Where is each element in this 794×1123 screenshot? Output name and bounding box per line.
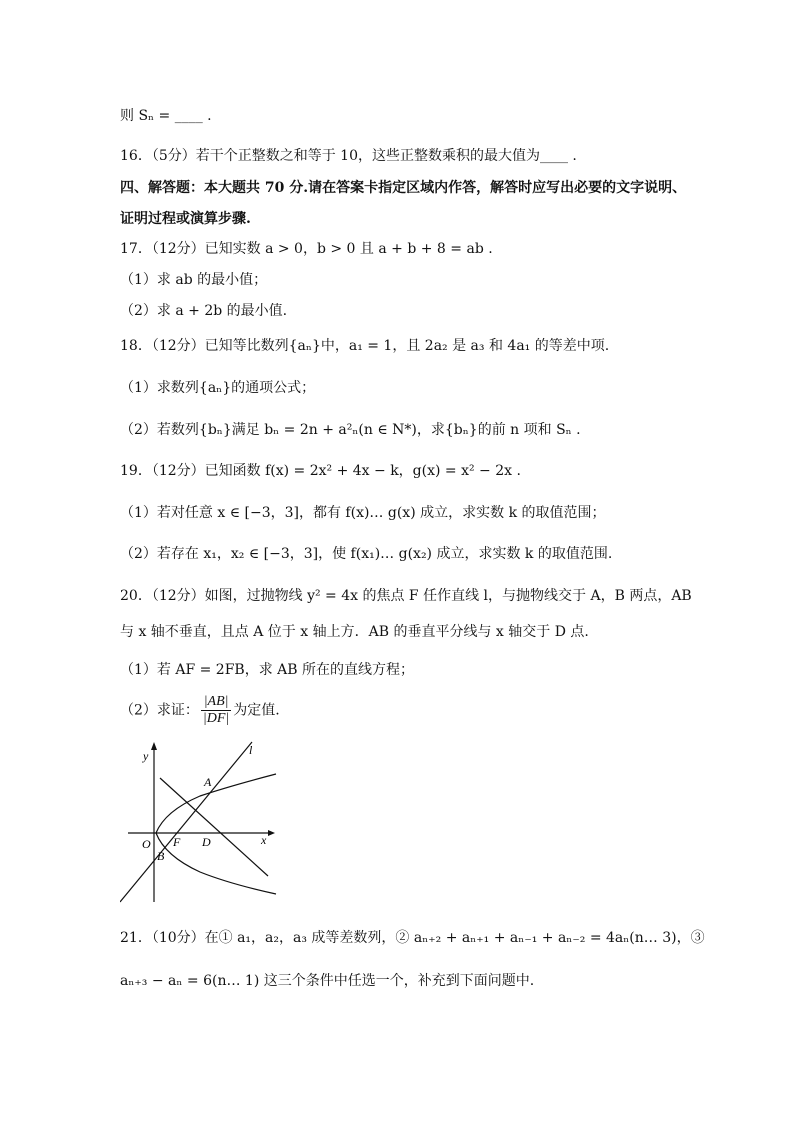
question-20: 20．（12分）如图，过抛物线 y² = 4x 的焦点 F 任作直线 l，与抛物线交于 A，B 两点，AB <box>120 588 692 604</box>
label-a: A <box>204 775 212 789</box>
question-16: 16．（5分）若干个正整数之和等于 10，这些正整数乘积的最大值为____ . <box>120 148 577 164</box>
label-f: F <box>173 835 181 849</box>
label-y: y <box>143 749 149 763</box>
fraction-numerator: |AB| <box>201 694 231 711</box>
label-b: B <box>157 849 165 863</box>
question-19: 19．（12分）已知函数 f(x) = 2x² + 4x − k，g(x) = x² − 2x . <box>120 463 521 479</box>
question-20-part-2-prefix: （2）求证： <box>120 702 199 719</box>
label-o: O <box>142 837 151 851</box>
line-l <box>120 742 252 902</box>
label-l: l <box>249 743 253 757</box>
x-axis-arrow <box>268 830 275 836</box>
question-18-part-1: （1）求数列{aₙ}的通项公式； <box>120 380 316 396</box>
line-sn-blank: 则 Sₙ = ____ . <box>120 108 212 124</box>
label-d: D <box>202 835 211 849</box>
question-19-part-1: （1）若对任意 x ∈ [−3，3]，都有 f(x)… g(x) 成立，求实数 k 的取值范围； <box>120 505 606 521</box>
perpendicular-bisector <box>160 778 268 876</box>
question-18: 18．（12分）已知等比数列{aₙ}中，a₁ = 1，且 2a₂ 是 a₃ 和 4a₁ 的等差中项. <box>120 338 610 354</box>
section-4-heading-cont: 证明过程或演算步骤. <box>120 211 251 227</box>
fraction-denominator: |DF| <box>202 711 230 726</box>
question-20-part-2-suffix: 为定值. <box>233 702 280 719</box>
y-axis-arrow <box>151 742 157 750</box>
section-4-heading: 四、解答题：本大题共 70 分.请在答案卡指定区域内作答，解答时应写出必要的文字说明、 <box>120 180 687 196</box>
question-17: 17．（12分）已知实数 a > 0，b > 0 且 a + b + 8 = ab . <box>120 241 493 257</box>
ratio-fraction <box>201 694 231 727</box>
question-17-part-1: （1）求 ab 的最小值； <box>120 272 268 288</box>
question-20-part-1: （1）若 AF = 2FB，求 AB 所在的直线方程； <box>120 662 415 678</box>
label-x: x <box>261 833 267 847</box>
question-21-cont: aₙ₊₃ − aₙ = 6(n… 1) 这三个条件中任选一个，补充到下面问题中. <box>120 973 535 989</box>
question-18-part-2: （2）若数列{bₙ}满足 bₙ = 2n + a²ₙ(n ∈ N*)，求{bₙ}的前 n 项和 Sₙ . <box>120 422 581 438</box>
question-19-part-2: （2）若存在 x₁，x₂ ∈ [−3，3]，使 f(x₁)… g(x₂) 成立，求实数 k 的取值范围. <box>120 546 613 562</box>
question-20-part-2 <box>120 694 280 727</box>
question-21: 21．（10分）在① a₁，a₂，a₃ 成等差数列，② aₙ₊₂ + aₙ₊₁ + aₙ₋₁ + aₙ₋₂ = 4aₙ(n… 3)，③ <box>120 930 705 946</box>
question-20-cont: 与 x 轴不垂直，且点 A 位于 x 轴上方．AB 的垂直平分线与 x 轴交于 D 点. <box>120 624 589 640</box>
parabola-curve <box>156 774 276 894</box>
question-17-part-2: （2）求 a + 2b 的最小值. <box>120 303 288 319</box>
parabola-figure <box>120 736 280 906</box>
